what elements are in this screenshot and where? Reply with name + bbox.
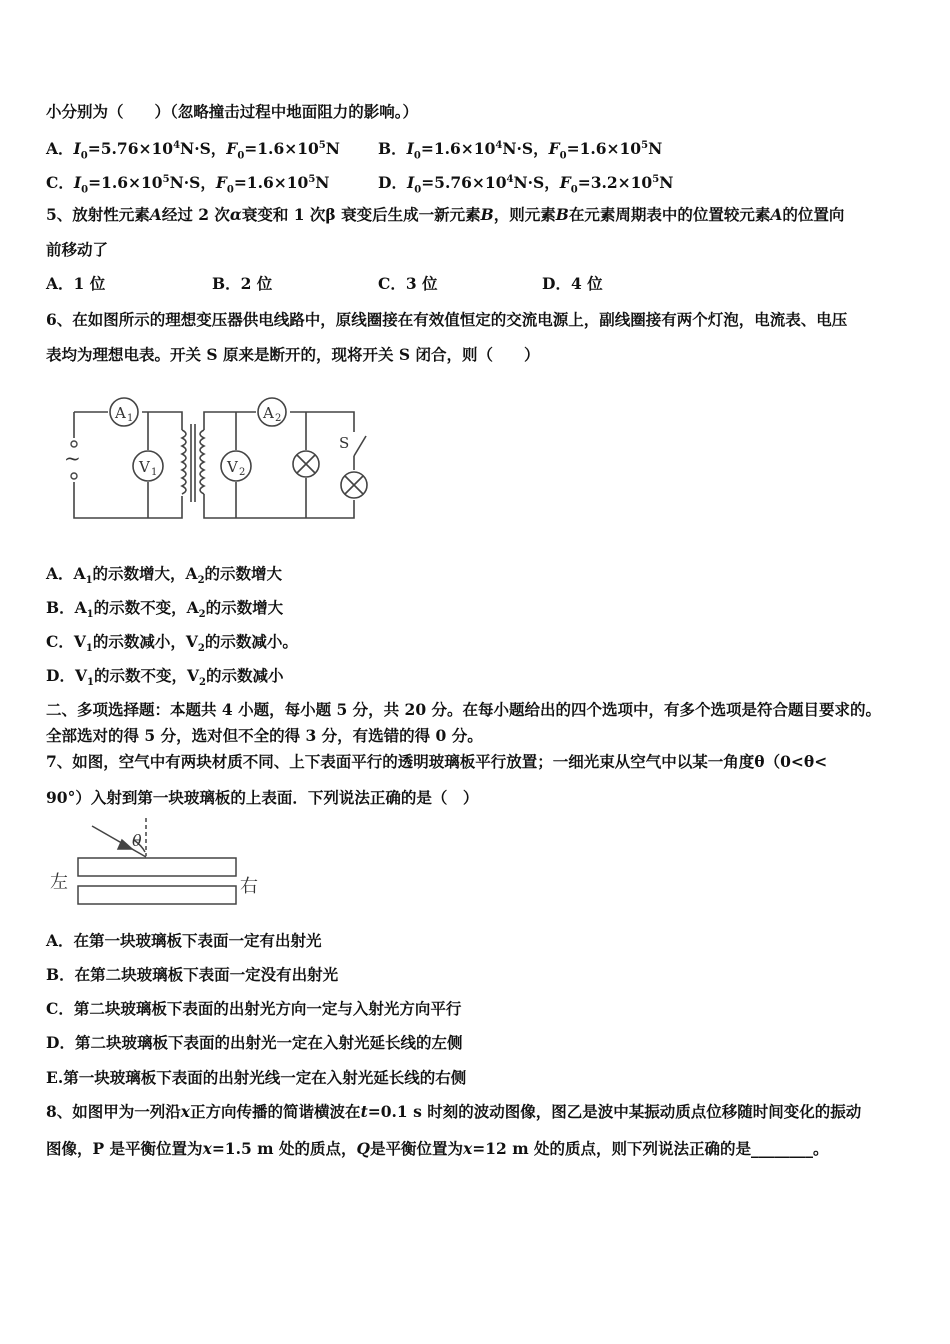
q8-stem-line1: 8、如图甲为一列沿x正方向传播的简谐横波在t=0.1 s 时刻的波动图像，图乙是波中某振动质点位移随时间变化的振动	[46, 1102, 862, 1121]
q5-option-b: B．2 位	[212, 274, 273, 293]
q4-option-a: A．$I_0=5.76\times 10^4N\cdot S$，$F_0=1.6\times 10^5N$	[46, 139, 340, 162]
q4-stem-tail: 小分别为（ ）（忽略撞击过程中地面阻力的影响。）	[46, 102, 419, 121]
q7-stem-line1: 7、如图，空气中有两块材质不同、上下表面平行的透明玻璃板平行放置；一细光束从空气中以某一角度θ（0<θ<	[46, 752, 828, 771]
ac-source-symbol: ~	[64, 446, 81, 470]
q8-stem-line2: 图像，P 是平衡位置为x=1.5 m 处的质点，Q是平衡位置为x=12 m 处的质点，则下列说法正确的是________。	[46, 1139, 829, 1158]
q4-option-b: B．$I_0=1.6\times 10^4N\cdot S$，$F_0=1.6\times 10^5N$	[378, 139, 663, 162]
q6-option-b: B．$A_1$的示数不变，$A_2$的示数增大	[46, 598, 284, 621]
q6-option-c: C．$V_1$的示数减小，$V_2$的示数减小。	[46, 632, 298, 655]
switch-s-label: S	[339, 434, 350, 452]
section2-heading: 二、多项选择题：本题共 4 小题，每小题 5 分，共 20 分。在每小题给出的四个选项中，有多个选项是符合题目要求的。	[46, 700, 882, 719]
ammeter-a2-label: A	[263, 404, 274, 422]
q7-option-d: D．第二块玻璃板下表面的出射光一定在入射光延长线的左侧	[46, 1033, 463, 1052]
q4-option-c: C．$I_0=1.6\times 10^5N\cdot S$，$F_0=1.6\times 10^5N$	[46, 173, 330, 196]
left-label: 左	[50, 872, 68, 893]
q7-option-c: C．第二块玻璃板下表面的出射光方向一定与入射光方向平行	[46, 999, 462, 1018]
transformer-circuit-diagram	[60, 392, 380, 530]
q4-option-d: D．$I_0=5.76\times 10^4N\cdot S$，$F_0=3.2\times 10^5N$	[378, 173, 674, 196]
q7-option-e: E.第一块玻璃板下表面的出射光线一定在入射光延长线的右侧	[46, 1068, 467, 1087]
right-label: 右	[240, 876, 258, 897]
q5-option-d: D．4 位	[542, 274, 603, 293]
q6-stem-line1: 6、在如图所示的理想变压器供电线路中，原线圈接在有效值恒定的交流电源上，副线圈接有两个灯泡，电流表、电压	[46, 310, 848, 329]
q6-option-d: D．$V_1$的示数不变，$V_2$的示数减小	[46, 666, 284, 689]
q7-option-a: A．在第一块玻璃板下表面一定有出射光	[46, 931, 322, 950]
q5-option-c: C．3 位	[378, 274, 438, 293]
voltmeter-v2-sub: 2	[239, 467, 246, 478]
q7-stem-line2: 90°）入射到第一块玻璃板的上表面．下列说法正确的是（ ）	[46, 788, 479, 807]
voltmeter-v1-label: V	[139, 458, 150, 476]
voltmeter-v1-sub: 1	[151, 467, 158, 478]
ammeter-a1-label: A	[115, 404, 126, 422]
ammeter-a1-sub: 1	[127, 413, 134, 424]
glass-plates-diagram	[46, 816, 264, 914]
voltmeter-v2-label: V	[227, 458, 238, 476]
angle-theta-label: θ	[132, 831, 142, 850]
q7-option-b: B．在第二块玻璃板下表面一定没有出射光	[46, 965, 339, 984]
q6-option-a: A．$A_1$的示数增大，$A_2$的示数增大	[46, 564, 283, 587]
ammeter-a2-sub: 2	[275, 413, 282, 424]
q5-stem-line1: 5、放射性元素A经过 2 次α衰变和 1 次β 衰变后生成一新元素B，则元素B在元素周期表中的位置较元素A的位置向	[46, 205, 845, 224]
q5-option-a: A．1 位	[46, 274, 106, 293]
q5-stem-line2: 前移动了	[46, 240, 109, 259]
q6-stem-line2: 表均为理想电表。开关 S 原来是断开的，现将开关 S 闭合，则（ ）	[46, 345, 540, 364]
section2-scoring: 全部选对的得 5 分，选对但不全的得 3 分，有选错的得 0 分。	[46, 726, 483, 745]
